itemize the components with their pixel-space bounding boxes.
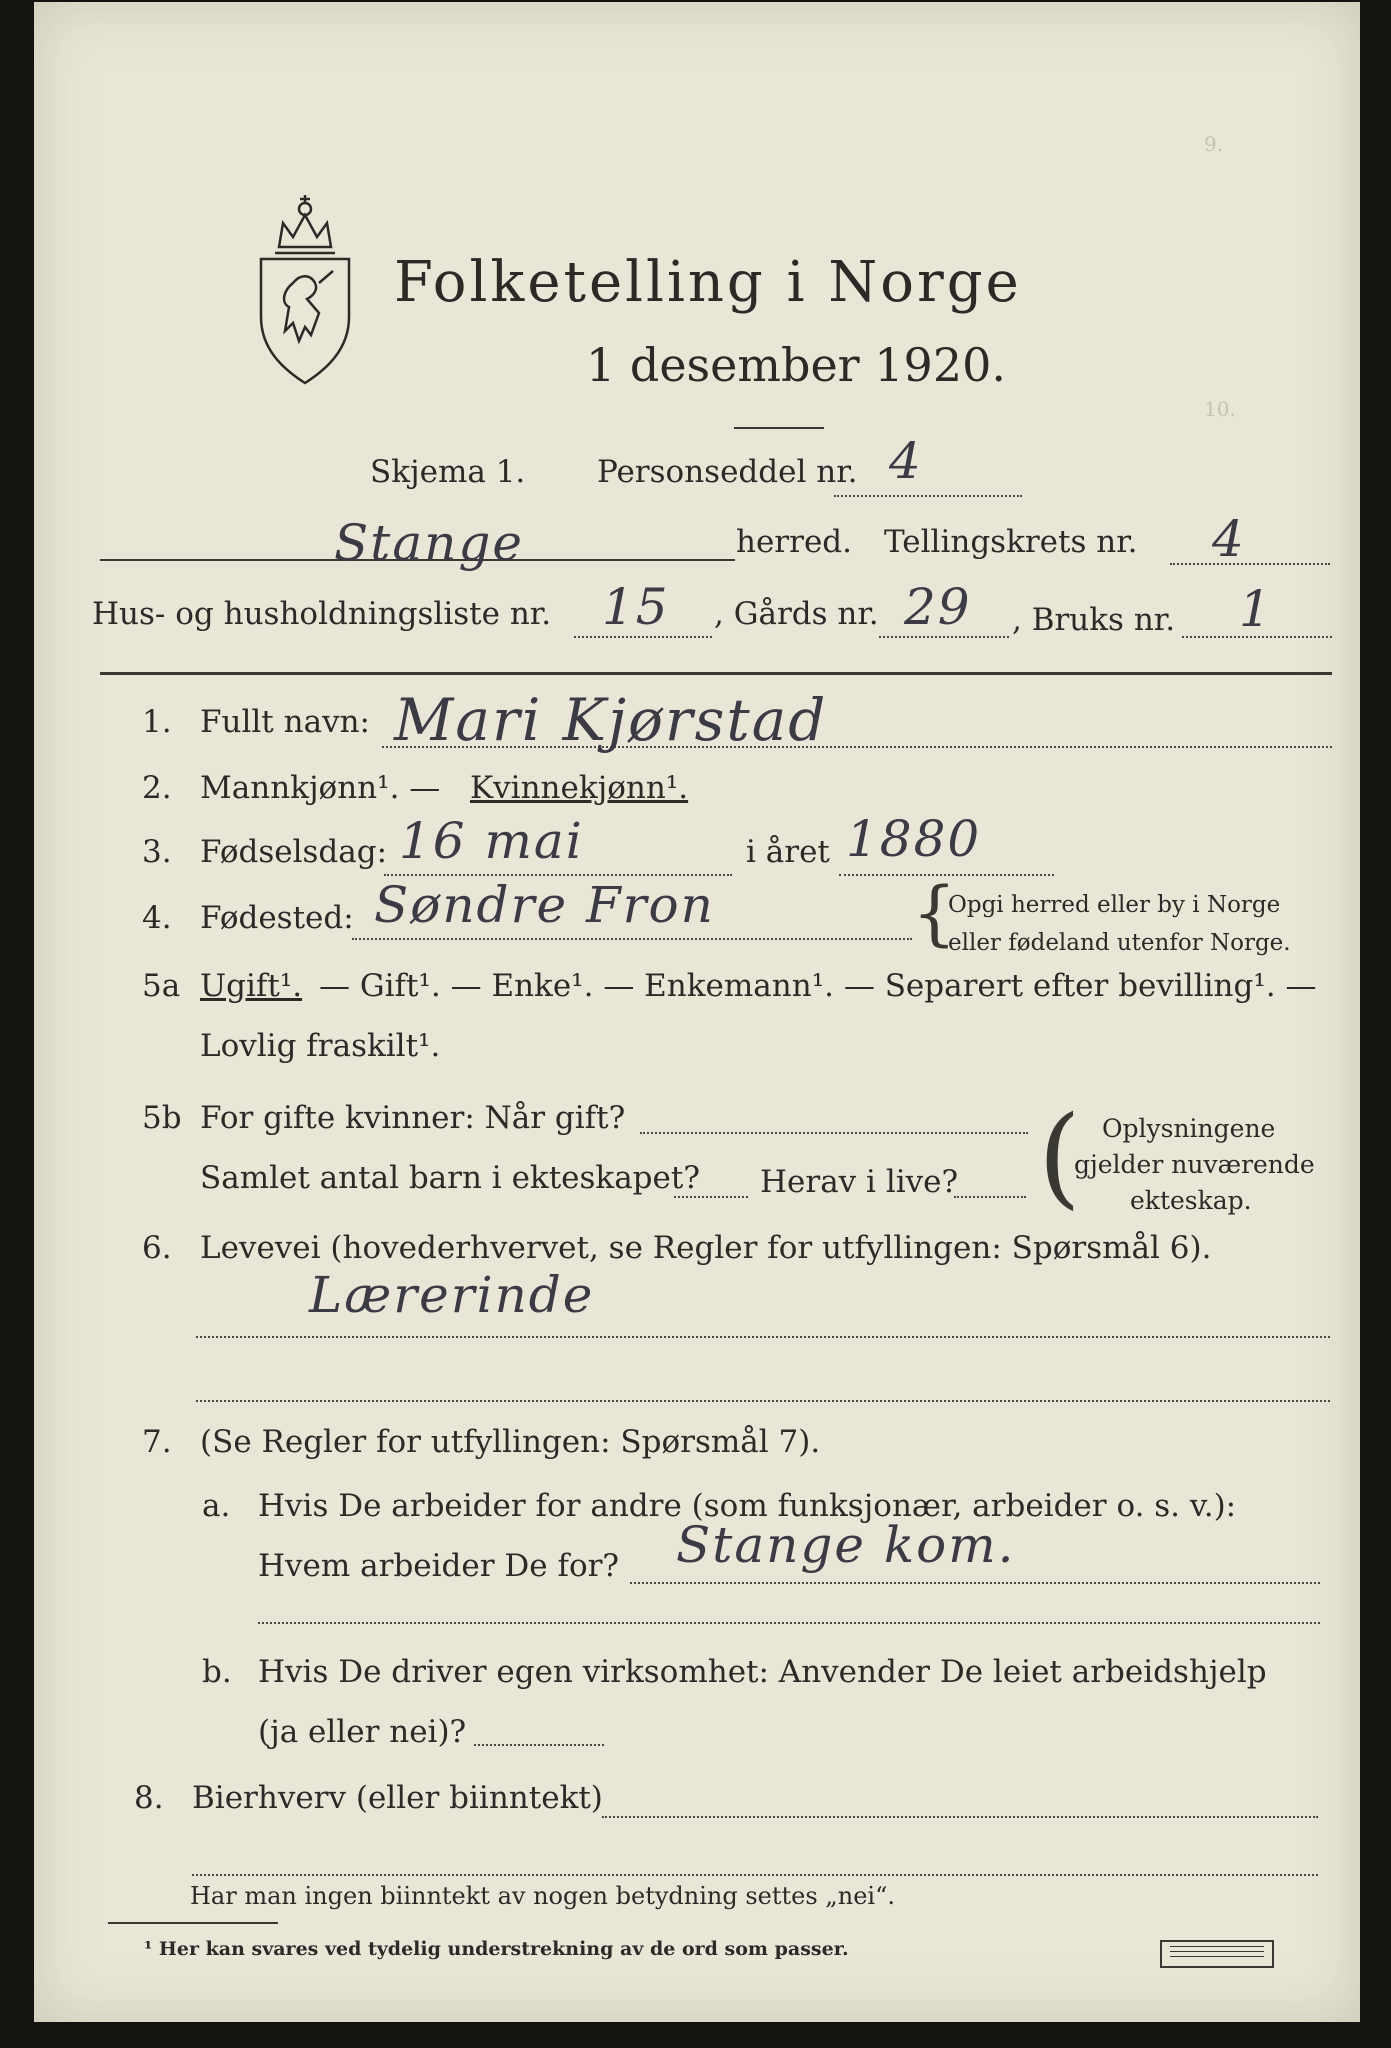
q7b-line1: Hvis De driver egen virksomhet: Anvender De leiet arbeidshjelp <box>258 1654 1267 1690</box>
q5b-alive-line <box>954 1196 1026 1198</box>
q5a-number: 5a <box>142 968 181 1004</box>
q8-number: 8. <box>134 1780 164 1816</box>
q5b-children-label: Samlet antal barn i ekteskapet? <box>200 1160 700 1196</box>
q6-line2 <box>196 1400 1330 1402</box>
q1-label: Fullt navn: <box>200 704 370 740</box>
herred-value: Stange <box>334 514 524 572</box>
q4-line <box>352 938 912 940</box>
q7a-line1: Hvis De arbeider for andre (som funksjonær, arbeider o. s. v.): <box>258 1488 1237 1524</box>
q4-brace: { <box>912 872 957 954</box>
q8-label: Bierhverv (eller biinntekt) <box>192 1780 603 1816</box>
q5a-line2: Lovlig fraskilt¹. <box>200 1028 441 1064</box>
q5a-options: — Gift¹. — Enke¹. — Enkemann¹. — Separert efter bevilling¹. — <box>319 968 1317 1004</box>
q7b-line <box>474 1744 604 1746</box>
q5b-line1: For gifte kvinner: Når gift? <box>200 1100 626 1136</box>
q4-label: Fødested: <box>200 900 354 936</box>
bleed-through-mark: 10. <box>1204 397 1236 421</box>
q5b-note-line2: gjelder nuværende <box>1074 1150 1315 1179</box>
q8-line2 <box>192 1874 1318 1876</box>
q4-hint-line2: eller fødeland utenfor Norge. <box>948 930 1291 956</box>
gards-line <box>879 636 1009 638</box>
q2-number: 2. <box>142 770 172 806</box>
household-list-value: 15 <box>602 578 670 636</box>
tellingskrets-line <box>1170 563 1330 565</box>
household-list-label: Hus- og husholdningsliste nr. <box>92 596 552 632</box>
q2-female: Kvinnekjønn¹. <box>470 770 689 806</box>
q5b-note-line1: Oplysningene <box>1102 1114 1276 1143</box>
q3-year-label: i året <box>746 834 830 870</box>
tellingskrets-label: Tellingskrets nr. <box>884 524 1138 560</box>
birthday-value: 16 mai <box>399 812 584 870</box>
q7a-line-extra <box>258 1622 1320 1624</box>
occupation-value: Lærerinde <box>309 1266 595 1324</box>
q5b-alive-label: Herav i live? <box>760 1164 959 1200</box>
q4-number: 4. <box>142 900 172 936</box>
q5b-brace: ( <box>1038 1092 1081 1220</box>
gards-label: , Gårds nr. <box>714 596 879 632</box>
q7-label: (Se Regler for utfyllingen: Spørsmål 7). <box>200 1424 821 1460</box>
q5b-married-line <box>640 1132 1028 1134</box>
q3-number: 3. <box>142 834 172 870</box>
form-title: Folketelling i Norge <box>394 250 1022 315</box>
bleed-through-mark: 9. <box>1204 132 1224 156</box>
q4-hint-line1: Opgi herred eller by i Norge <box>948 892 1281 918</box>
q5a-ugift: Ugift¹. <box>200 968 303 1004</box>
q3-label: Fødselsdag: <box>200 834 388 870</box>
q7a-line <box>630 1582 1320 1584</box>
personseddel-value: 4 <box>889 432 923 490</box>
q7b-letter: b. <box>202 1654 232 1690</box>
birthplace-value: Søndre Fron <box>374 876 715 934</box>
q6-label: Levevei (hovederhvervet, se Regler for utfyllingen: Spørsmål 6). <box>200 1230 1212 1266</box>
q7a-line2: Hvem arbeider De for? <box>258 1548 620 1584</box>
birth-year-value: 1880 <box>846 810 982 868</box>
personseddel-label: Personseddel nr. <box>597 454 858 490</box>
norway-coat-of-arms-icon <box>249 187 361 387</box>
tellingskrets-value: 4 <box>1212 510 1246 568</box>
footnote: ¹ Her kan svares ved tydelig understrekning av de ord som passer. <box>144 1938 849 1960</box>
printer-stamp <box>1160 1940 1274 1968</box>
q5b-children-line <box>674 1196 748 1198</box>
employer-value: Stange kom. <box>676 1516 1016 1574</box>
gards-value: 29 <box>904 578 972 636</box>
personseddel-line <box>834 495 1022 497</box>
q5b-note-line3: ekteskap. <box>1130 1186 1252 1215</box>
q8-line1 <box>602 1816 1318 1818</box>
q5b-number: 5b <box>142 1100 182 1136</box>
q2-male: Mannkjønn¹. — <box>200 770 441 806</box>
footer-note: Har man ingen biinntekt av nogen betydning settes „nei“. <box>190 1882 895 1910</box>
q7-number: 7. <box>142 1424 172 1460</box>
footnote-rule <box>108 1922 278 1924</box>
title-rule <box>734 427 824 429</box>
herred-label: herred. <box>736 524 852 560</box>
bruks-label: , Bruks nr. <box>1012 602 1176 638</box>
q7a-letter: a. <box>202 1488 231 1524</box>
census-date: 1 desember 1920. <box>586 338 1006 392</box>
q7b-line2: (ja eller nei)? <box>258 1714 467 1750</box>
q6-line1 <box>196 1336 1330 1338</box>
q6-number: 6. <box>142 1230 172 1266</box>
header-divider <box>100 672 1332 675</box>
schema-label: Skjema 1. <box>370 454 526 490</box>
q1-number: 1. <box>142 704 172 740</box>
census-form-sheet <box>34 2 1360 2022</box>
household-list-line <box>574 636 712 638</box>
bruks-value: 1 <box>1239 580 1273 638</box>
full-name-value: Mari Kjørstad <box>394 686 828 754</box>
